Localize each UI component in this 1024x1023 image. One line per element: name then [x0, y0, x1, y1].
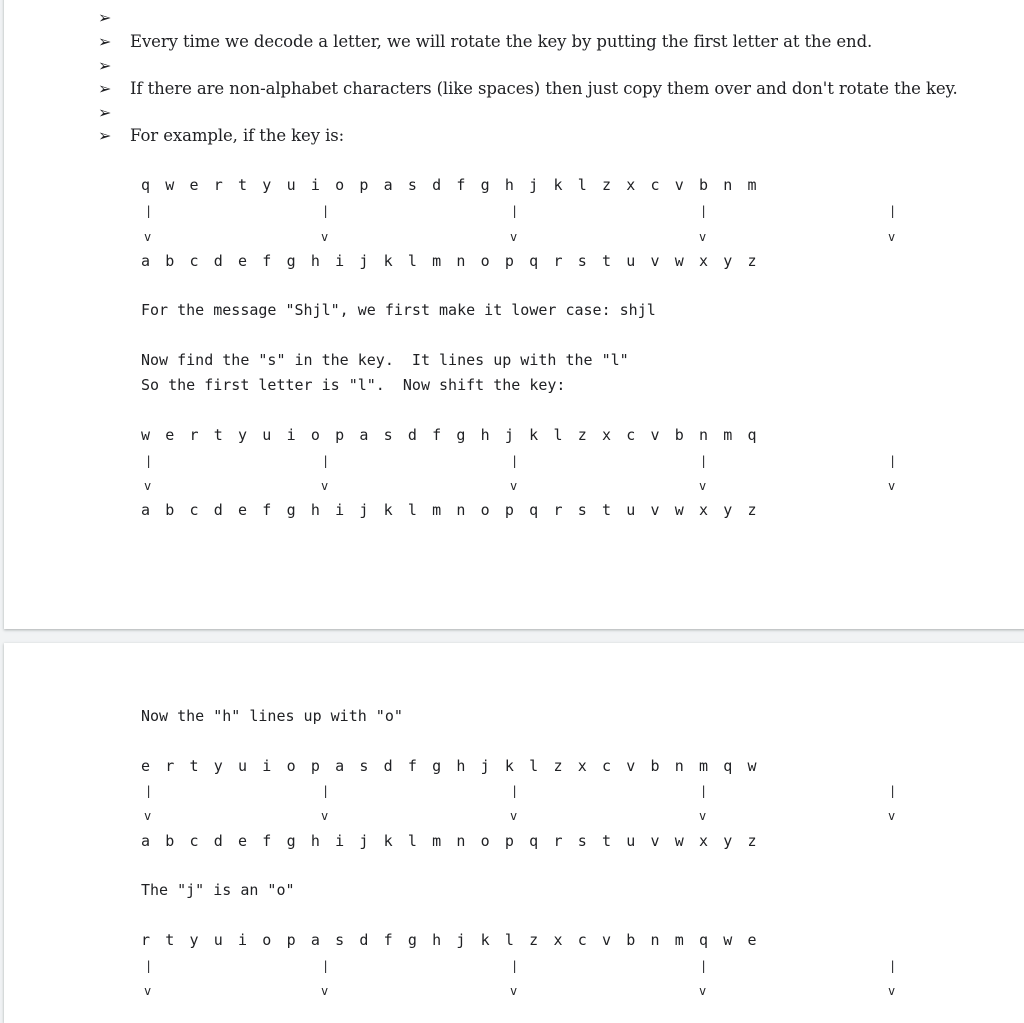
- bar-glyph: |: [511, 204, 519, 218]
- bar-glyph: |: [700, 454, 708, 468]
- message-line: For the message "Shjl", we first make it lower case: shjl: [141, 301, 656, 319]
- down-arrow-glyph: v: [321, 809, 329, 823]
- down-arrow-glyph: v: [699, 984, 707, 998]
- alphabet-row-3: a b c d e f g h i j k l m n o p q r s t u v w x y z: [141, 832, 760, 850]
- h-line: Now the "h" lines up with "o": [141, 707, 403, 725]
- bullet-text-rotate-key: Every time we decode a letter, we will rotate the key by putting the first letter at the end.: [130, 32, 873, 51]
- bullet-arrow: ➢: [98, 126, 112, 145]
- bar-glyph: |: [889, 204, 897, 218]
- bar-glyph: |: [511, 784, 519, 798]
- j-line: The "j" is an "o": [141, 881, 295, 899]
- bar-glyph: |: [511, 454, 519, 468]
- key-row-2: w e r t y u i o p a s d f g h j k l z x c v b n m q: [141, 426, 760, 444]
- down-arrow-glyph: v: [321, 984, 329, 998]
- bullet-text-non-alpha: If there are non-alphabet characters (like spaces) then just copy them over and don't rotate the key.: [130, 79, 958, 98]
- bar-glyph: |: [700, 959, 708, 973]
- find-line-1: Now find the "s" in the key. It lines up with the "l": [141, 351, 629, 369]
- down-arrow-glyph: v: [144, 230, 152, 244]
- bullet-arrow: ➢: [98, 56, 112, 75]
- down-arrow-glyph: v: [144, 984, 152, 998]
- document-page-1: [4, 0, 1024, 629]
- down-arrow-glyph: v: [144, 809, 152, 823]
- down-arrow-glyph: v: [699, 230, 707, 244]
- down-arrow-glyph: v: [699, 479, 707, 493]
- down-arrow-glyph: v: [699, 809, 707, 823]
- bar-glyph: |: [700, 204, 708, 218]
- bar-glyph: |: [145, 204, 153, 218]
- bar-glyph: |: [322, 454, 330, 468]
- down-arrow-glyph: v: [510, 479, 518, 493]
- alphabet-row-1: a b c d e f g h i j k l m n o p q r s t u v w x y z: [141, 252, 760, 270]
- down-arrow-glyph: v: [321, 230, 329, 244]
- bar-glyph: |: [322, 784, 330, 798]
- down-arrow-glyph: v: [144, 479, 152, 493]
- bullet-arrow: ➢: [98, 32, 112, 51]
- bar-glyph: |: [889, 454, 897, 468]
- document-page-2: [4, 643, 1024, 1023]
- down-arrow-glyph: v: [510, 230, 518, 244]
- bar-glyph: |: [322, 204, 330, 218]
- bar-glyph: |: [889, 784, 897, 798]
- alphabet-row-2: a b c d e f g h i j k l m n o p q r s t u v w x y z: [141, 501, 760, 519]
- bullet-arrow: ➢: [98, 8, 112, 27]
- down-arrow-glyph: v: [888, 984, 896, 998]
- find-line-2: So the first letter is "l". Now shift the key:: [141, 376, 566, 394]
- bar-glyph: |: [322, 959, 330, 973]
- bar-glyph: |: [145, 959, 153, 973]
- bar-glyph: |: [889, 959, 897, 973]
- down-arrow-glyph: v: [510, 809, 518, 823]
- bar-glyph: |: [511, 959, 519, 973]
- bar-glyph: |: [145, 454, 153, 468]
- down-arrow-glyph: v: [888, 230, 896, 244]
- bullet-arrow: ➢: [98, 103, 112, 122]
- key-row-4: r t y u i o p a s d f g h j k l z x c v b n m q w e: [141, 931, 760, 949]
- bullet-text-example: For example, if the key is:: [130, 126, 345, 145]
- bullet-arrow: ➢: [98, 79, 112, 98]
- key-row-1: q w e r t y u i o p a s d f g h j k l z x c v b n m: [141, 176, 760, 194]
- down-arrow-glyph: v: [510, 984, 518, 998]
- down-arrow-glyph: v: [888, 809, 896, 823]
- bar-glyph: |: [145, 784, 153, 798]
- key-row-3: e r t y u i o p a s d f g h j k l z x c v b n m q w: [141, 757, 760, 775]
- down-arrow-glyph: v: [888, 479, 896, 493]
- bar-glyph: |: [700, 784, 708, 798]
- down-arrow-glyph: v: [321, 479, 329, 493]
